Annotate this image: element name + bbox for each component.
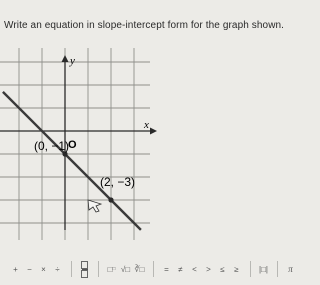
exponent-button[interactable]	[105, 262, 118, 276]
fraction-button[interactable]	[78, 262, 91, 276]
toolbar-divider	[153, 261, 154, 277]
point-2-label: (2, −3)	[100, 175, 136, 189]
fraction-icon	[81, 261, 88, 278]
x-axis-label: x	[144, 119, 149, 131]
square-root-button[interactable]: √□	[120, 264, 131, 274]
absolute-value-button[interactable]: |□|	[259, 264, 268, 274]
y-axis-label: y	[70, 55, 75, 67]
not-equal-button[interactable]: ≠	[178, 264, 183, 274]
minus-button[interactable]: −	[27, 264, 32, 274]
exponent-sup-icon: □	[112, 266, 116, 272]
toolbar-divider	[277, 261, 278, 277]
cube-root-button[interactable]: ∛□	[134, 264, 145, 274]
y-axis-arrow-icon	[62, 55, 69, 62]
greater-equal-button[interactable]: ≥	[234, 264, 239, 274]
pi-button[interactable]: π	[288, 264, 293, 274]
constants-group	[284, 258, 298, 280]
math-toolbar	[0, 258, 310, 280]
divide-button[interactable]: ÷	[55, 264, 60, 274]
toolbar-divider	[71, 261, 72, 277]
x-axis-arrow-icon	[150, 128, 157, 135]
question-prompt: Write an equation in slope-intercept form for the graph shown.	[4, 20, 285, 31]
equals-button[interactable]: =	[164, 264, 169, 274]
graph-line	[3, 92, 141, 230]
point-1-label: (0, −1)	[34, 139, 70, 153]
mouse-cursor-icon	[88, 200, 101, 212]
point-2-dot	[108, 197, 113, 202]
toolbar-divider	[250, 261, 251, 277]
template-group	[78, 258, 147, 280]
plus-button[interactable]: +	[13, 264, 18, 274]
misc-group	[257, 258, 271, 280]
times-button[interactable]: ×	[41, 264, 46, 274]
exponent-base-icon: □	[107, 264, 113, 274]
relation-group	[160, 258, 244, 280]
less-than-button[interactable]: <	[192, 264, 197, 274]
operator-group	[9, 258, 65, 280]
origin-label: O	[68, 139, 77, 151]
greater-than-button[interactable]: >	[206, 264, 211, 274]
less-equal-button[interactable]: ≤	[220, 264, 225, 274]
toolbar-divider	[98, 261, 99, 277]
